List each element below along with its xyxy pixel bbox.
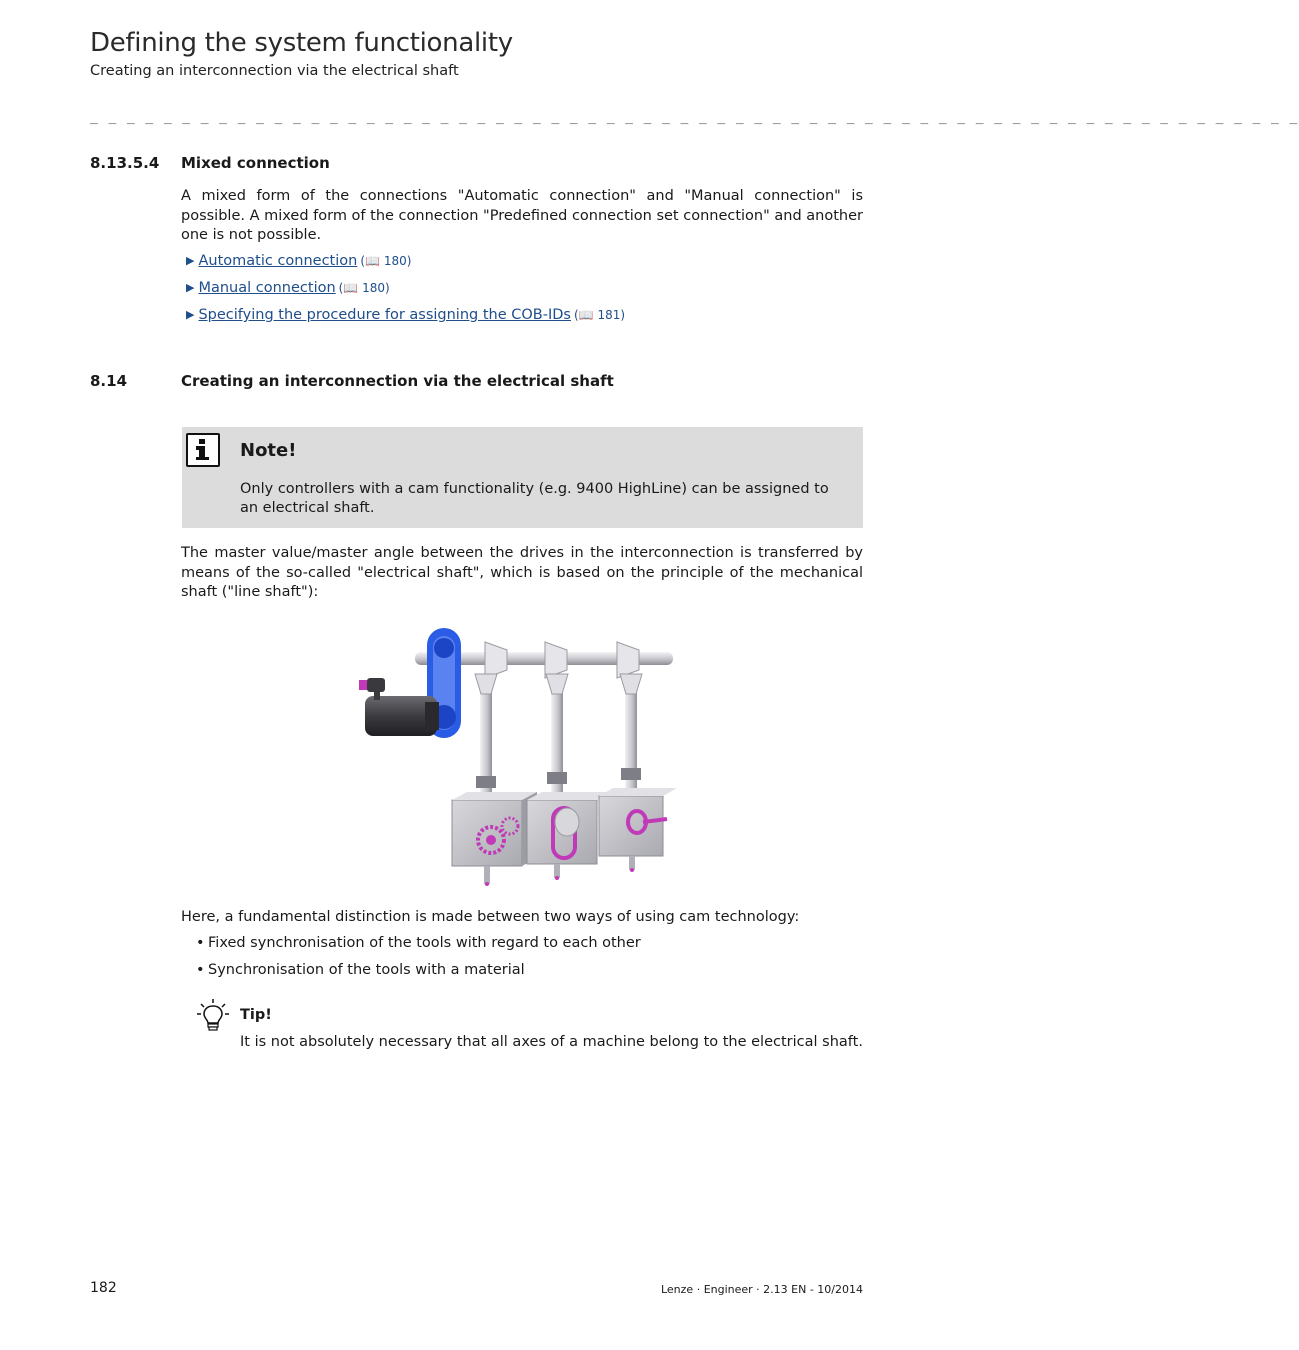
link-item[interactable]	[186, 307, 625, 323]
book-icon: 📖	[343, 281, 359, 295]
header-divider: _ _ _ _ _ _ _ _ _ _ _ _ _ _ _ _ _ _ _ _ _ _ _ _ _ _ _ _ _ _ _ _ _ _ _ _ _ _ _ _ _ _ _ _ _ _ _ _ _ _ _ _ _ _ _ _ _ _ _ _ _ _ _ _ _ _	[90, 110, 1299, 125]
link-item[interactable]	[186, 253, 411, 269]
note-title: Note!	[240, 440, 297, 461]
bullet-icon: •	[196, 962, 205, 978]
section-number: 8.14	[90, 372, 128, 390]
section-title: Mixed connection	[181, 154, 330, 172]
page-subtitle: Creating an interconnection via the electrical shaft	[90, 63, 459, 79]
page-reference[interactable]: (📖 180)	[338, 281, 390, 295]
section-number: 8.13.5.4	[90, 154, 160, 172]
book-icon: 📖	[578, 308, 594, 322]
section-paragraph: A mixed form of the connections "Automatic connection" and "Manual connection" is possible. A mixed form of the connection "Predefined connection set connection" and another one is not possible.	[181, 188, 863, 243]
line-shaft-illustration	[355, 622, 680, 890]
list-item-text: Fixed synchronisation of the tools with regard to each other	[208, 935, 641, 951]
link-cob-id-procedure[interactable]: Specifying the procedure for assigning the COB-IDs	[198, 307, 571, 323]
link-automatic-connection[interactable]: Automatic connection	[198, 253, 358, 269]
page-reference[interactable]: (📖 180)	[360, 254, 412, 268]
list-item-text: Synchronisation of the tools with a material	[208, 962, 525, 978]
page-number: 182	[90, 1280, 117, 1296]
list-item	[196, 962, 525, 978]
note-text: Only controllers with a cam functionality (e.g. 9400 HighLine) can be assigned to an electrical shaft.	[240, 481, 829, 516]
bullet-icon: •	[196, 935, 205, 951]
page-reference[interactable]: (📖 181)	[573, 308, 626, 322]
triangle-right-icon: ▶	[186, 254, 195, 267]
lightbulb-icon	[196, 998, 230, 1032]
triangle-right-icon: ▶	[186, 308, 195, 321]
list-item	[196, 935, 641, 951]
triangle-right-icon: ▶	[186, 281, 195, 294]
tip-title: Tip!	[240, 1007, 272, 1023]
tip-text: It is not absolutely necessary that all axes of a machine belong to the electrical shaft.	[240, 1034, 863, 1050]
page-title: Defining the system functionality	[90, 28, 513, 58]
book-icon: 📖	[365, 254, 380, 268]
link-manual-connection[interactable]: Manual connection	[198, 280, 336, 296]
link-item[interactable]	[186, 280, 390, 296]
document-info: Lenze · Engineer · 2.13 EN - 10/2014	[660, 1283, 863, 1296]
info-icon	[186, 433, 220, 467]
body-paragraph: Here, a fundamental distinction is made between two ways of using cam technology:	[181, 909, 800, 925]
body-paragraph: The master value/master angle between the drives in the interconnection is transferred by means of the so-called "electrical shaft", which is based on the principle of the mechanical shaft ("line shaft"):	[181, 545, 863, 600]
section-title: Creating an interconnection via the electrical shaft	[181, 372, 614, 390]
